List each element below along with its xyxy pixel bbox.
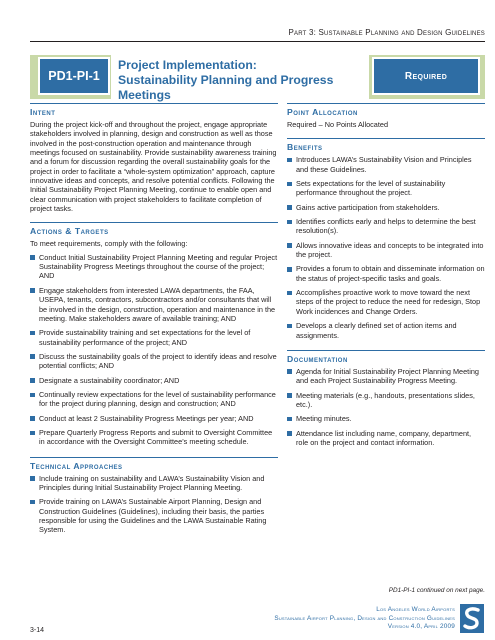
list-item: Accomplishes proactive work to move toward the next steps of the project to reduce the need for redesign, Stop Work incidences and Change Orders. bbox=[287, 288, 485, 316]
title-line-2: Sustainability Planning and Progress Meetings bbox=[118, 73, 334, 102]
bullet-icon bbox=[287, 369, 292, 374]
bullet-icon bbox=[287, 205, 292, 210]
section-rule bbox=[30, 103, 278, 104]
actions-list bbox=[30, 253, 278, 447]
list-item: Sets expectations for the level of sustainability performance throughout the project. bbox=[287, 179, 485, 198]
bullet-icon bbox=[30, 354, 35, 359]
footer-line-2: Sustainable Airport Planning, Design and Construction Guidelines bbox=[274, 614, 455, 622]
list-item: Conduct Initial Sustainability Project Planning Meeting and regular Project Sustainability Progress Meetings throughout the course of the project; AND bbox=[30, 253, 278, 281]
points-heading: Point Allocation bbox=[287, 107, 358, 117]
actions-intro: To meet requirements, comply with the following: bbox=[30, 239, 188, 249]
bullet-icon bbox=[30, 476, 35, 481]
bullet-icon bbox=[30, 288, 35, 293]
page-number: 3-14 bbox=[30, 627, 45, 634]
bullet-icon bbox=[287, 417, 292, 422]
bullet-icon bbox=[30, 378, 35, 383]
bullet-icon bbox=[30, 431, 35, 436]
documentation-heading: Documentation bbox=[287, 353, 348, 364]
list-item: Develops a clearly defined set of action items and assignments. bbox=[287, 321, 485, 340]
bullet-icon bbox=[287, 182, 292, 187]
bullet-icon bbox=[30, 331, 35, 336]
section-rule bbox=[287, 350, 485, 351]
bullet-icon bbox=[287, 158, 292, 163]
bullet-icon bbox=[30, 500, 35, 505]
bullet-icon bbox=[287, 220, 292, 225]
bullet-icon bbox=[287, 324, 292, 329]
list-item: Prepare Quarterly Progress Reports and submit to Oversight Committee in accordance with the Oversight Committee’s meeting schedule. bbox=[30, 428, 278, 447]
bullet-icon bbox=[30, 416, 35, 421]
title-line-1: Project Implementation: bbox=[118, 58, 257, 72]
list-item: Allows innovative ideas and concepts to be integrated into the project. bbox=[287, 241, 485, 260]
part-header: Part 3: Sustainable Planning and Design Guidelines bbox=[288, 28, 485, 37]
footer-text bbox=[210, 606, 455, 632]
list-item: Conduct at least 2 Sustainability Progress Meetings per year; AND bbox=[30, 414, 278, 423]
bullet-icon bbox=[30, 255, 35, 260]
list-item: Discuss the sustainability goals of the project to identify ideas and resolve potential conflicts; AND bbox=[30, 352, 278, 371]
bullet-icon bbox=[287, 243, 292, 248]
intent-text: During the project kick-off and throughout the project, engage appropriate stakeholders involved in planning, design and construction as well as those involved in the post-construction operation and maintenance through meetings focused on sustainability. Provide sustainability awareness training and a forum for discussion regarding the overall sustainability goals for the project in order to facilitate a “whole-system optimization” approach, capture innovative ideas and concepts, and resolve potential conflicts. Following the Initial Sustainability Project Planning Meeting, continue to enable open and clear communication with project stakeholders to facilitate completion of project tasks. bbox=[30, 120, 277, 214]
footer-line-3: Version 4.0, April 2009 bbox=[387, 623, 455, 630]
benefits-list bbox=[287, 155, 485, 340]
bullet-icon bbox=[287, 267, 292, 272]
list-item: Meeting materials (e.g., handouts, presentations slides, etc.). bbox=[287, 391, 485, 410]
list-item: Attendance list including name, company, department, role on the project and contact information. bbox=[287, 429, 485, 448]
section-rule bbox=[287, 138, 485, 139]
documentation-list bbox=[287, 367, 485, 447]
section-rule bbox=[30, 222, 278, 223]
list-item: Provide training on LAWA’s Sustainable Airport Planning, Design and Construction Guidelines (Guidelines), including their basis, the parties responsible for using the Guidelines and the LAWA Sustainable Rating System. bbox=[30, 497, 278, 534]
intent-heading: Intent bbox=[30, 107, 56, 117]
list-item: Gains active participation from stakeholders. bbox=[287, 203, 485, 212]
lawa-s-logo-icon bbox=[460, 604, 484, 633]
list-item: Continually review expectations for the level of sustainability performance for the project during planning, design and construction; AND bbox=[30, 390, 278, 409]
list-item: Meeting minutes. bbox=[287, 414, 485, 423]
continued-note: PD1-PI-1 continued on next page. bbox=[388, 587, 485, 594]
footer-line-1: Los Angeles World Airports bbox=[376, 606, 455, 613]
right-column bbox=[287, 103, 485, 452]
technical-list bbox=[30, 474, 278, 535]
list-item: Provide sustainability training and set expectations for the level of sustainability performance of the project; AND bbox=[30, 328, 278, 347]
benefits-heading: Benefits bbox=[287, 142, 323, 153]
bullet-icon bbox=[287, 431, 292, 436]
required-badge: Required bbox=[372, 57, 480, 95]
left-column bbox=[30, 103, 278, 540]
list-item: Provides a forum to obtain and disseminate information on the status of project-specific tasks and goals. bbox=[287, 264, 485, 283]
header-rule bbox=[30, 41, 485, 42]
list-item: Agenda for Initial Sustainability Project Planning Meeting and each Project Sustainability Progress Meeting. bbox=[287, 367, 485, 386]
list-item: Designate a sustainability coordinator; AND bbox=[30, 376, 278, 385]
list-item: Identifies conflicts early and helps to determine the best resolution(s). bbox=[287, 217, 485, 236]
points-text: Required – No Points Allocated bbox=[287, 120, 389, 129]
section-code: PD1-PI-1 bbox=[38, 57, 110, 95]
actions-heading: Actions & Targets bbox=[30, 226, 109, 237]
list-item: Introduces LAWA’s Sustainability Vision and Principles and these Guidelines. bbox=[287, 155, 485, 174]
technical-heading: Technical Approaches bbox=[30, 460, 123, 471]
bullet-icon bbox=[287, 393, 292, 398]
bullet-icon bbox=[30, 393, 35, 398]
section-rule bbox=[287, 103, 485, 104]
section-rule bbox=[30, 457, 278, 458]
page-title bbox=[118, 58, 378, 103]
s-logo-shape bbox=[460, 604, 484, 633]
list-item: Include training on sustainability and LAWA’s Sustainability Vision and Principles during Initial Sustainability Project Planning Meeting. bbox=[30, 474, 278, 493]
list-item: Engage stakeholders from interested LAWA departments, the FAA, USEPA, tenants, contractors, subcontractors and/or consultants that will be involved in the design, construction, operation and maintenance in the meeting. Make stakeholders aware of available training; AND bbox=[30, 286, 278, 323]
bullet-icon bbox=[287, 291, 292, 296]
